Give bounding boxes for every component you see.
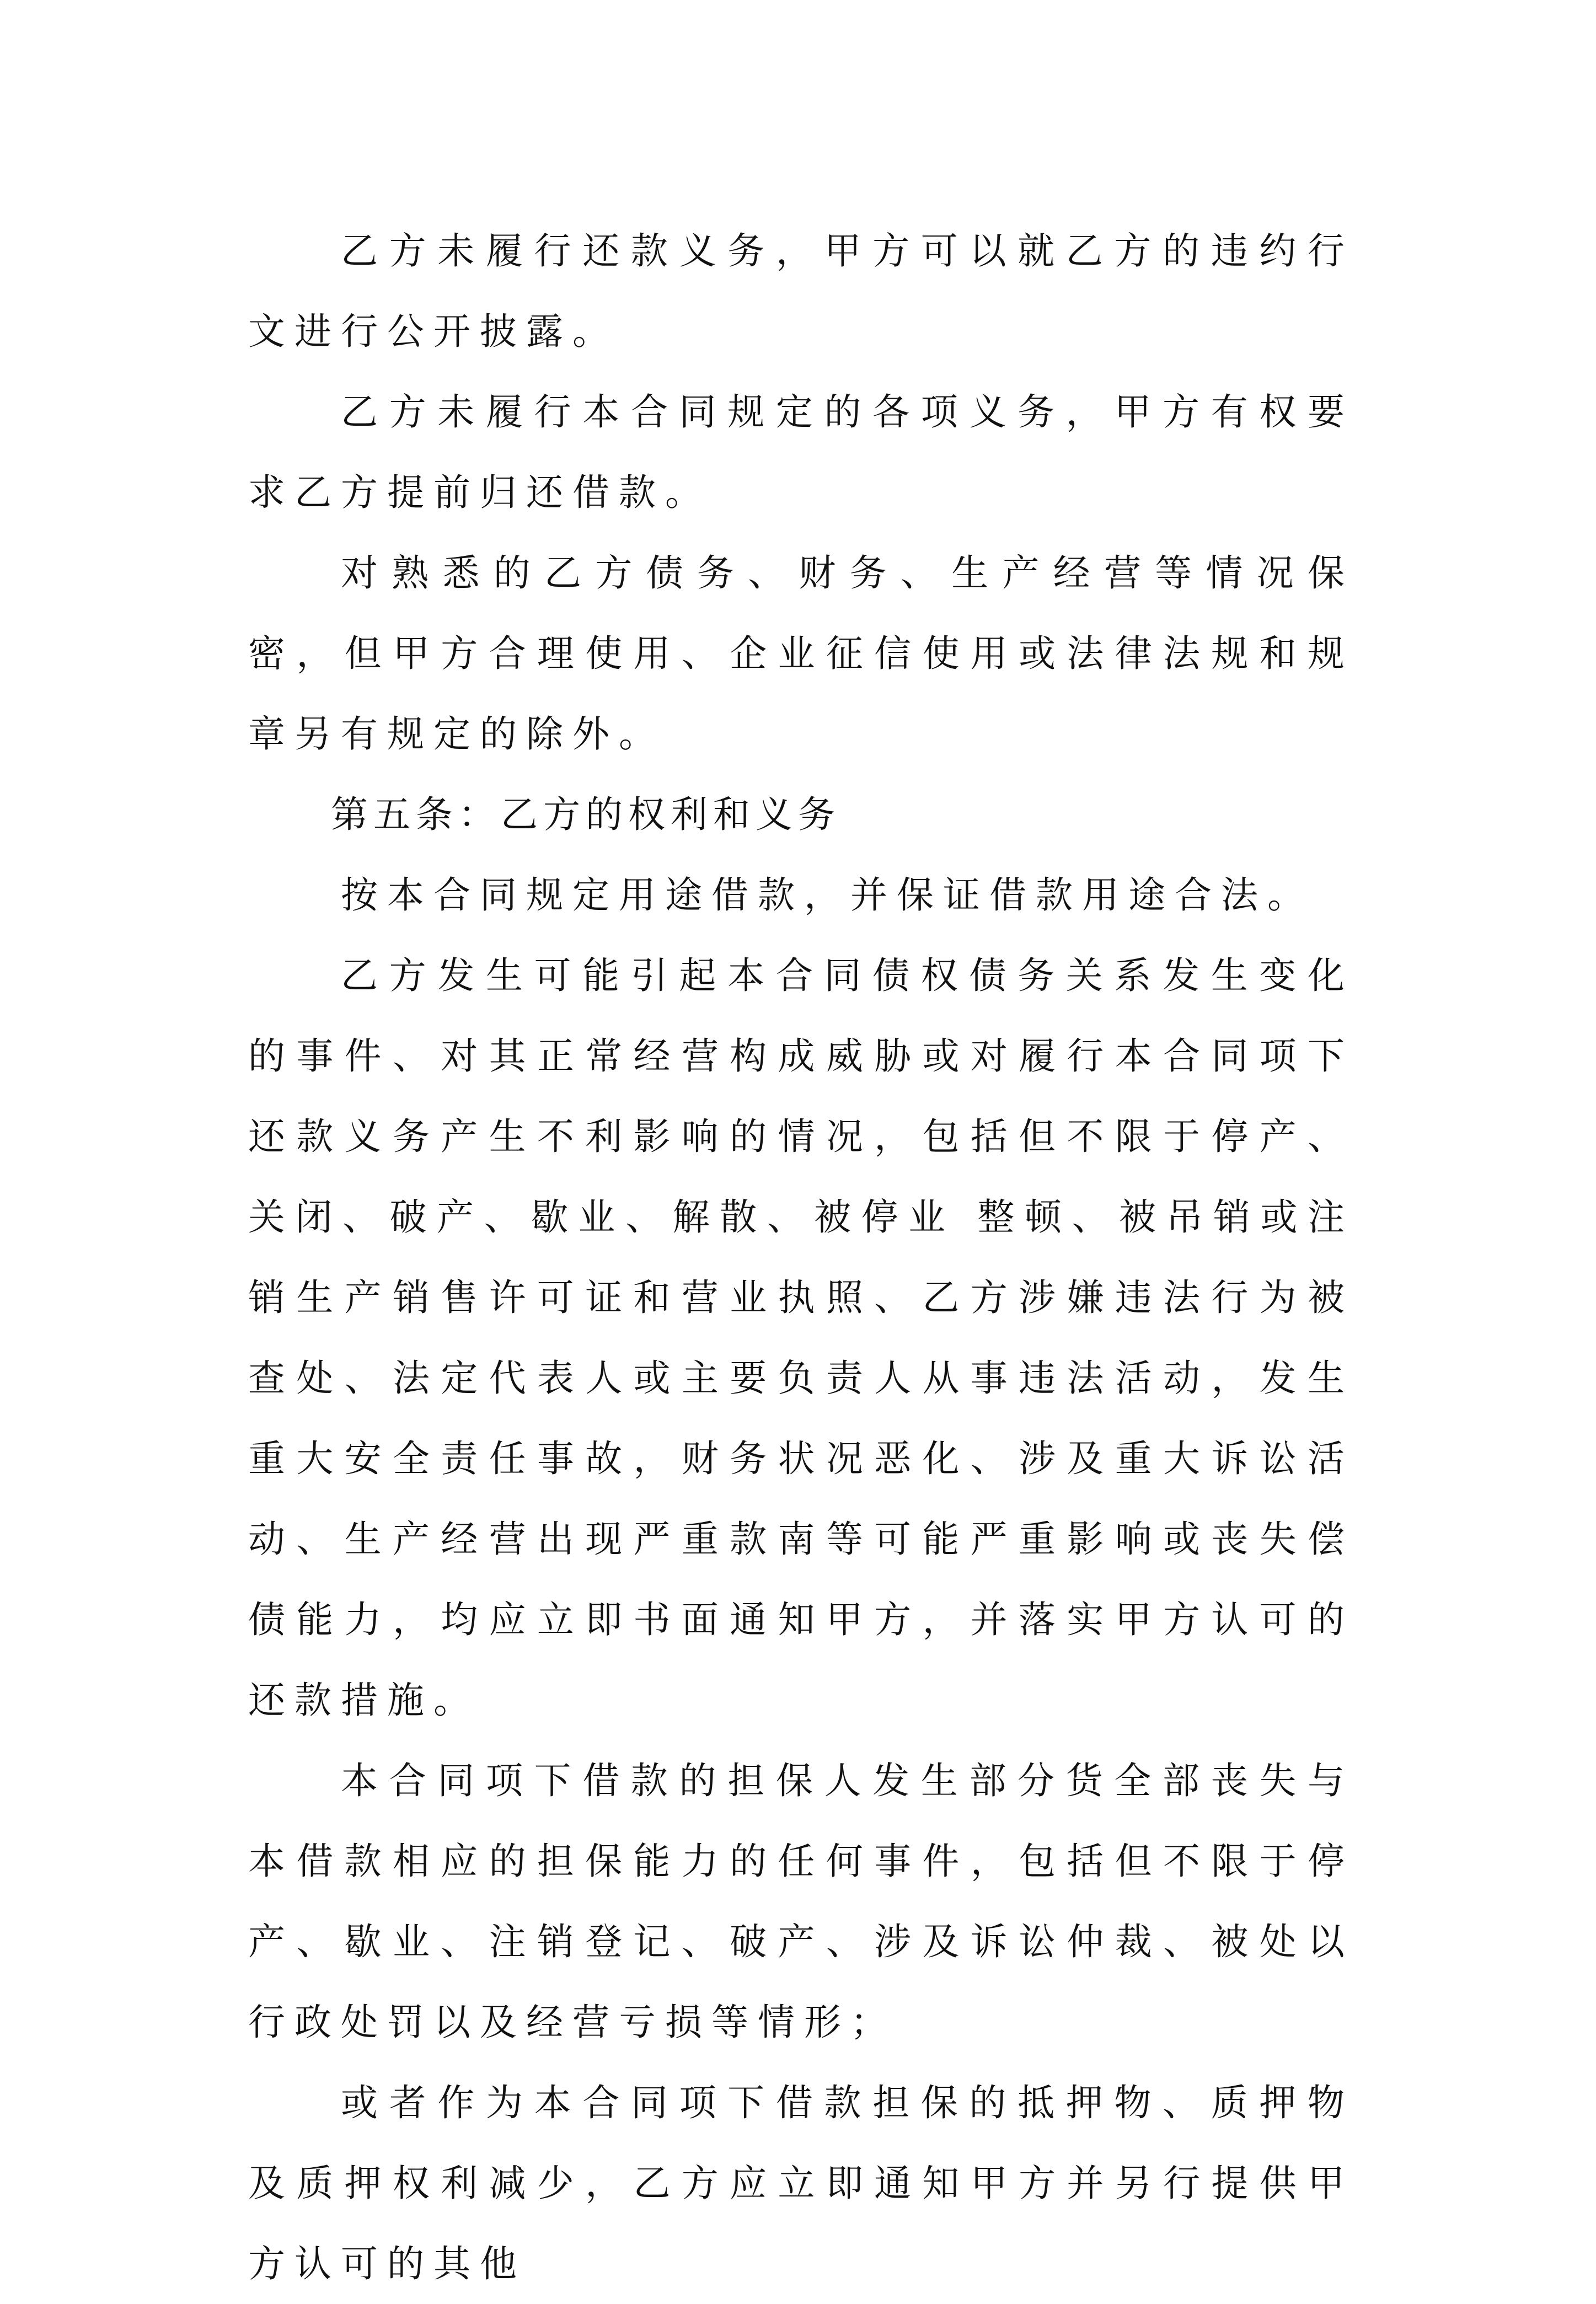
paragraph-guarantor-events: 本合同项下借款的担保人发生部分货全部丧失与本借款相应的担保能力的任何事件，包括但不限于停产、歇业、注销登记、破产、涉及诉讼仲裁、被处以行政处罚以及经营亏损等情形； [248, 1759, 1354, 2044]
paragraph-loan-purpose: 按本合同规定用途借款，并保证借款用途合法。 [341, 874, 1314, 917]
paragraph-confidentiality: 对熟悉的乙方债务、财务、生产经营等情况保密，但甲方合理使用、企业征信使用或法律法规和规章另有规定的除外。 [248, 551, 1354, 756]
section-heading-article-five: 第五条：乙方的权利和义务 [331, 793, 840, 836]
paragraph-collateral-reduction: 或者作为本合同项下借款担保的抵押物、质押物及质押权利减少，乙方应立即通知甲方并另行提供甲方认可的其他 [248, 2081, 1354, 2285]
paragraph-public-disclosure: 乙方未履行还款义务，甲方可以就乙方的违约行文进行公开披露。 [248, 229, 1354, 353]
paragraph-early-repayment: 乙方未履行本合同规定的各项义务，甲方有权要求乙方提前归还借款。 [248, 390, 1354, 514]
document-body [248, 211, 1354, 2304]
paragraph-material-events: 乙方发生可能引起本合同债权债务关系发生变化的事件、对其正常经营构成威胁或对履行本合同项下还款义务产生不利影响的情况，包括但不限于停产、关闭、破产、歇业、解散、被停业 整顿、被吊销或注销生产销售许可证和营业执照、乙方涉嫌违法行为被查处、法定代表人或主要负责人从事违法活动，发生重大安全责任事故，财务状况恶化、涉及重大诉讼活动、生产经营出现严重款南等可能严重影响或丧失偿债能力，均应立即书面通知甲方，并落实甲方认可的还款措施。 [248, 954, 1354, 1722]
